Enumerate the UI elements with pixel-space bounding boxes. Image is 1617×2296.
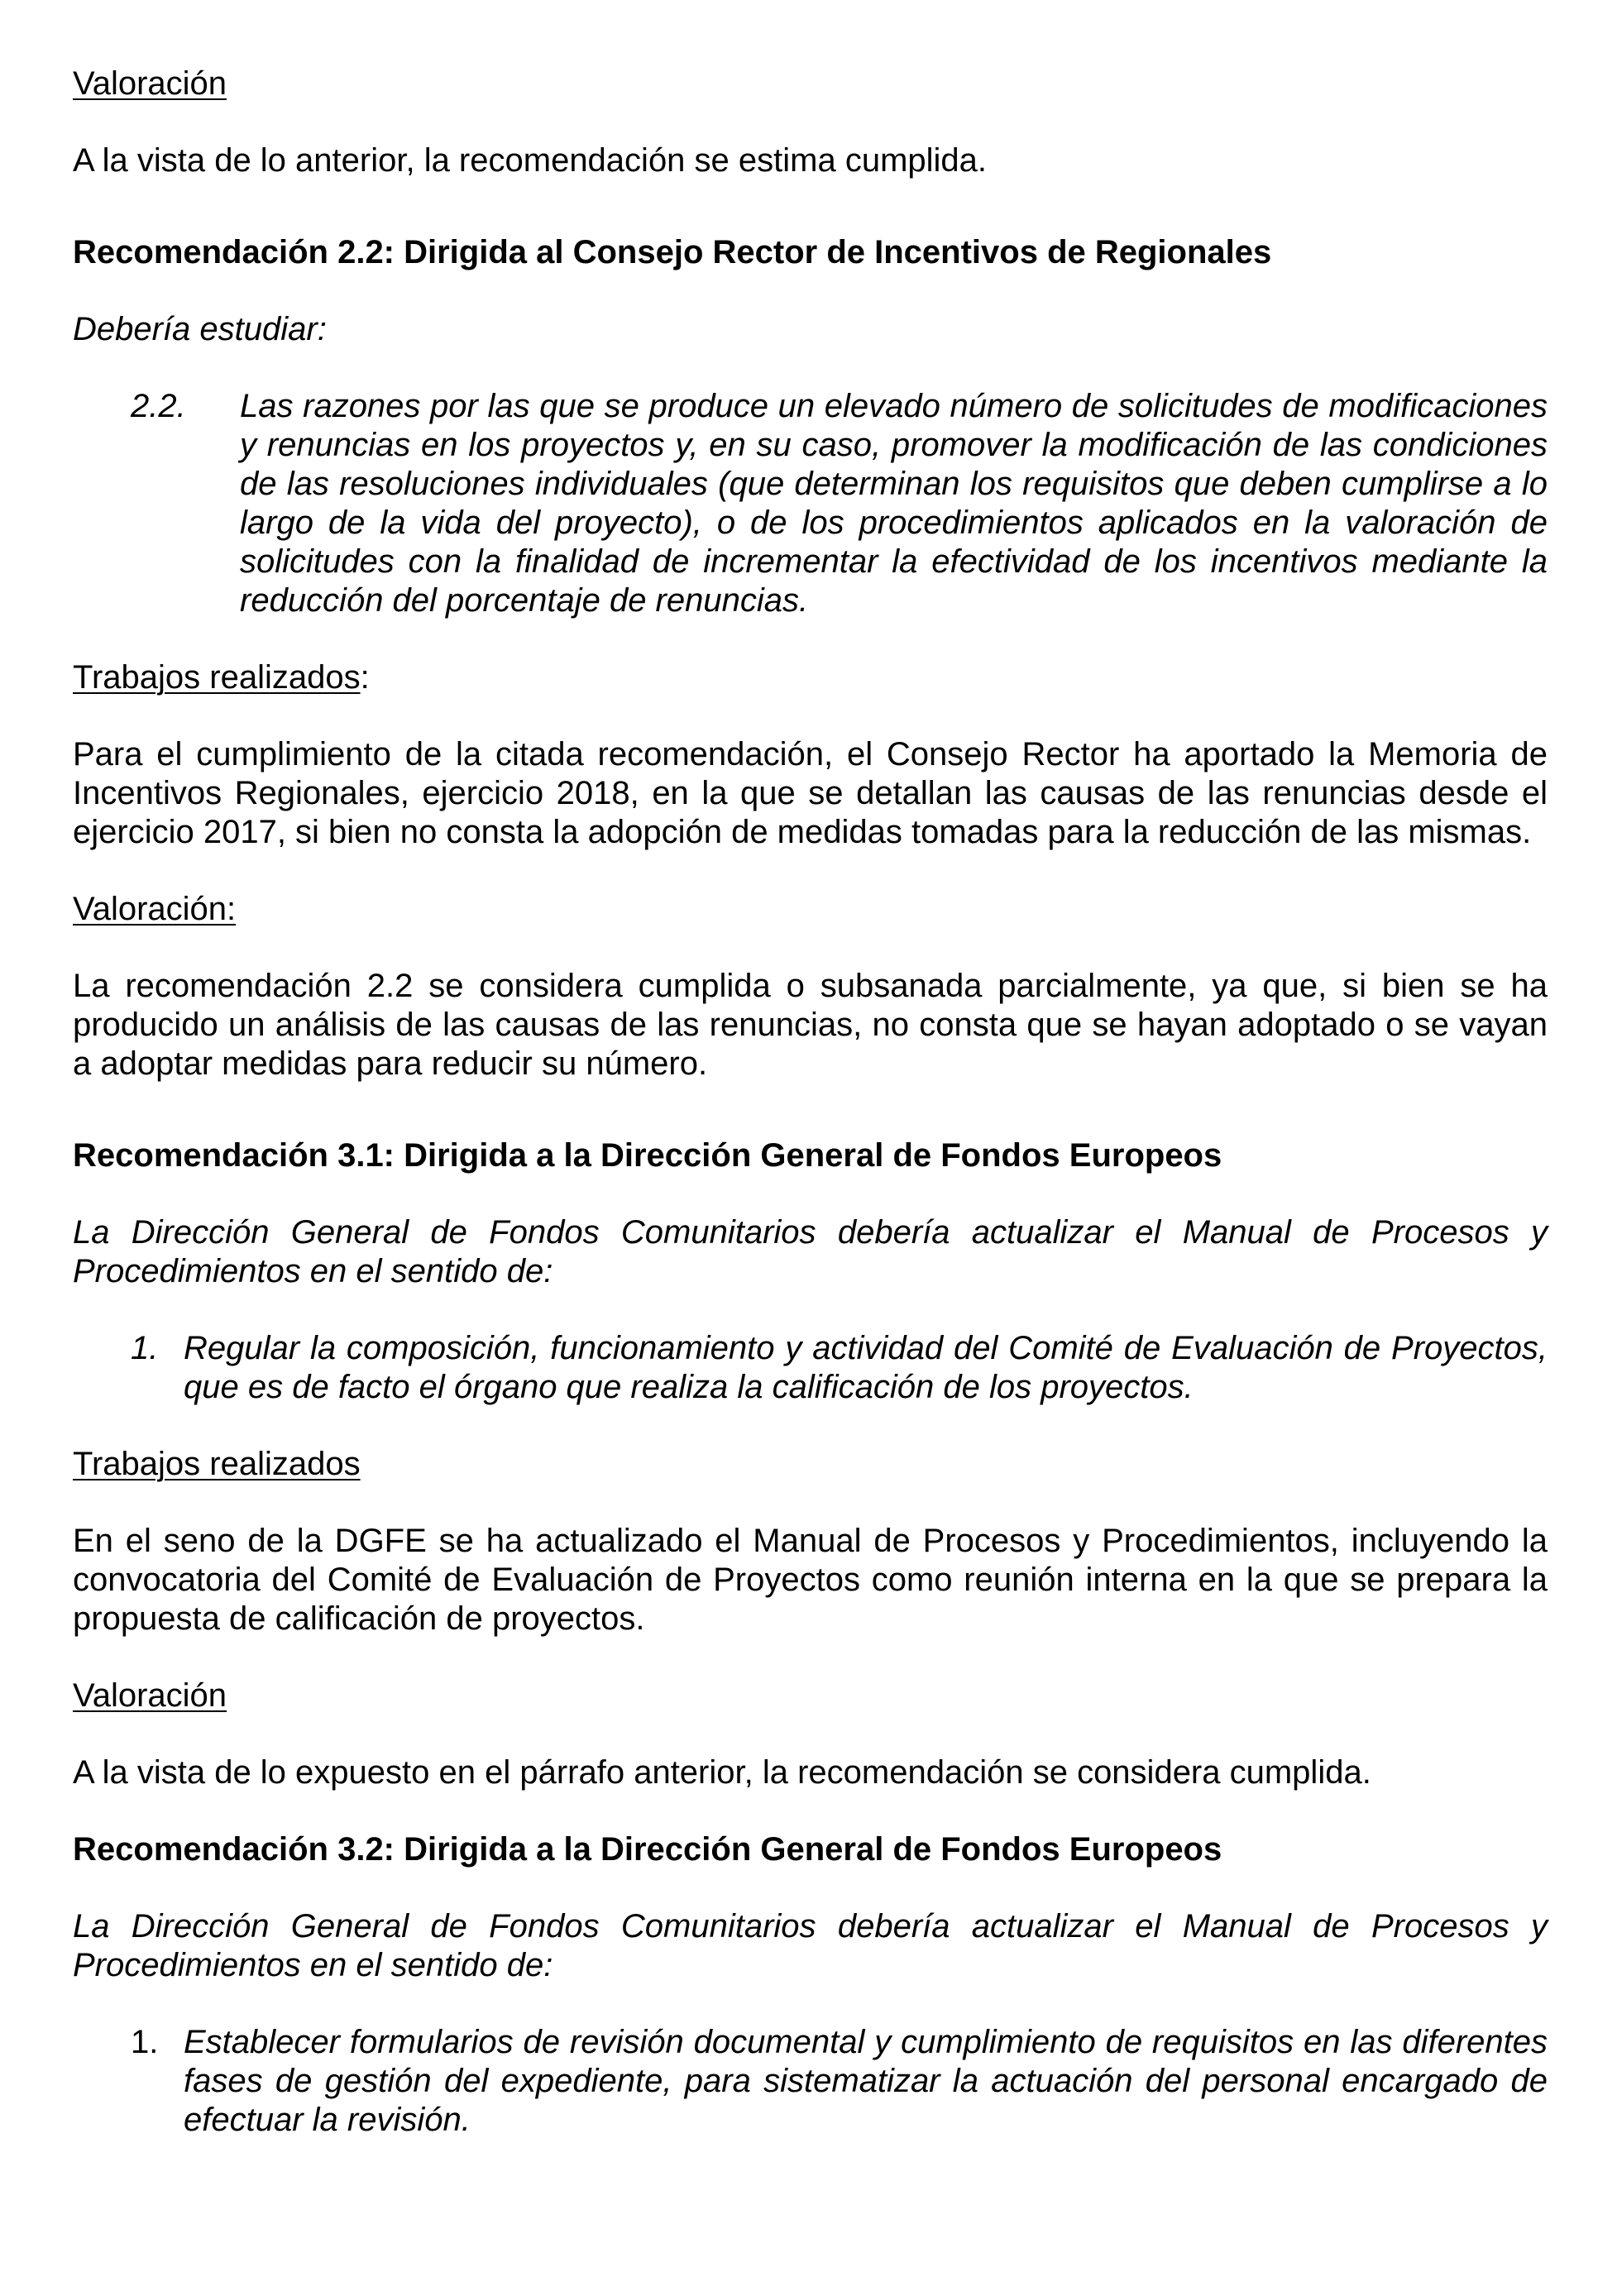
recommendation-heading-3-1: Recomendación 3.1: Dirigida a la Dirección General de Fondos Europeos <box>73 1137 1222 1174</box>
section-heading-trabajos-1 <box>73 658 1548 697</box>
section-heading-valoracion-1: Valoración <box>73 65 227 102</box>
list-number: 1. <box>131 2024 159 2060</box>
list-number: 2.2. <box>131 388 186 424</box>
section-heading-valoracion-2: Valoración: <box>73 891 237 927</box>
list-text: Regular la composición, funcionamiento y actividad del Comité de Evaluación de Proyectos, que es de facto el órgano que realiza la calificación de los proyectos. <box>184 1330 1548 1405</box>
paragraph-valoracion-2: La recomendación 2.2 se considera cumplida o subsanada parcialmente, ya que, si bien se ha producido un análisis de las causas de las renuncias, no consta que se hayan adoptado o se vayan a adoptar medidas para reducir su número. <box>73 968 1548 1082</box>
document-page <box>73 65 1548 2140</box>
paragraph-trabajos-2: En el seno de la DGFE se ha actualizado el Manual de Procesos y Procedimientos, incluyendo la convocatoria del Comité de Evaluación de Proyectos como reunión interna en la que se prepara la propuesta de calificación de proyectos. <box>73 1523 1548 1637</box>
paragraph-trabajos-1: Para el cumplimiento de la citada recomendación, el Consejo Rector ha aportado la Memoria de Incentivos Regionales, ejercicio 2018, en la que se detallan las causas de las renuncias desde el ejercicio 2017, si bien no consta la adopción de medidas tomadas para la reducción de las mismas. <box>73 736 1548 850</box>
list-number: 1. <box>131 1330 159 1366</box>
list-item-2-2 <box>73 387 1548 620</box>
list-item-3-1 <box>73 1329 1548 1407</box>
recommendation-intro-3-2: La Dirección General de Fondos Comunitarios debería actualizar el Manual de Procesos y Procedimientos en el sentido de: <box>73 1908 1548 1983</box>
recommendation-intro-3-1: La Dirección General de Fondos Comunitarios debería actualizar el Manual de Procesos y Procedimientos en el sentido de: <box>73 1214 1548 1289</box>
paragraph-valoracion-1: A la vista de lo anterior, la recomendación se estima cumplida. <box>73 142 988 179</box>
list-item-3-2 <box>73 2023 1548 2140</box>
section-heading-trabajos-2: Trabajos realizados <box>73 1446 361 1482</box>
list-text: Las razones por las que se produce un elevado número de solicitudes de modificaciones y renuncias en los proyectos y, en su caso, promover la modificación de las condiciones de las resoluciones individuales (que determinan los requisitos que deben cumplirse a lo largo de la vida del proyecto), o de los procedimientos aplicados en la valoración de solicitudes con la finalidad de incrementar la efectividad de los incentivos mediante la reducción del porcentaje de renuncias. <box>240 388 1548 619</box>
recommendation-intro-2-2: Debería estudiar: <box>73 311 327 347</box>
list-text: Establecer formularios de revisión documental y cumplimiento de requisitos en las diferentes fases de gestión del expediente, para sistematizar la actuación del personal encargado de efectuar la revisión. <box>184 2024 1548 2138</box>
underlined-title: Trabajos realizados <box>73 659 361 696</box>
section-heading-valoracion-3: Valoración <box>73 1677 227 1714</box>
recommendation-heading-2-2: Recomendación 2.2: Dirigida al Consejo Rector de Incentivos de Regionales <box>73 234 1272 270</box>
paragraph-valoracion-3: A la vista de lo expuesto en el párrafo anterior, la recomendación se considera cumplida. <box>73 1754 1371 1791</box>
title-suffix: : <box>360 659 370 696</box>
recommendation-heading-3-2: Recomendación 3.2: Dirigida a la Dirección General de Fondos Europeos <box>73 1831 1222 1868</box>
